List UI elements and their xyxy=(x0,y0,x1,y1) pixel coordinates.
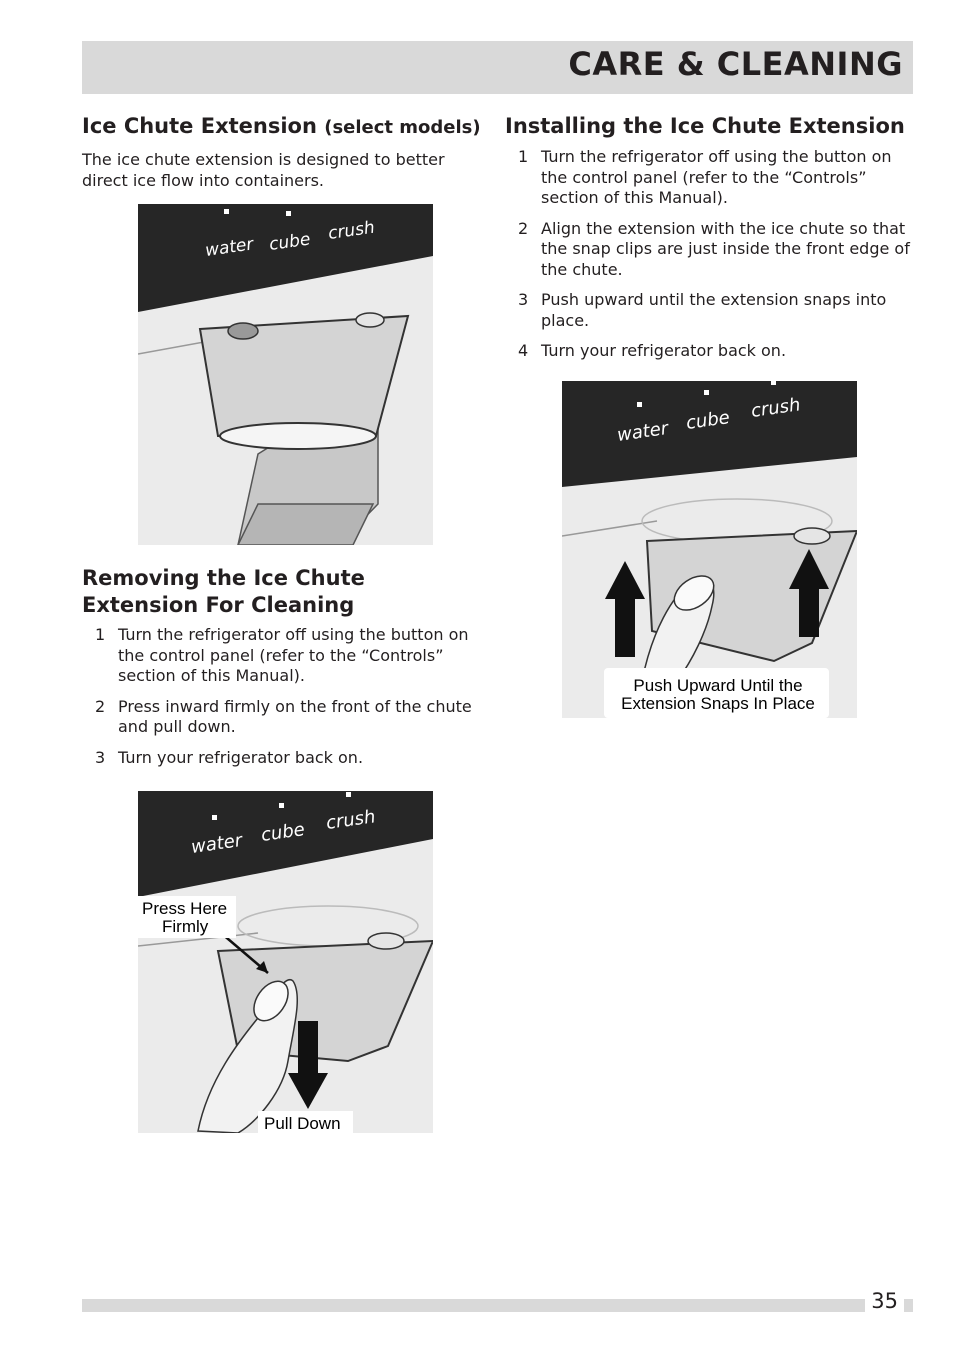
cube-label: cube xyxy=(259,819,307,846)
list-item: 1 Turn the refrigerator off using the button on the control panel (refer to the “Controls” section of this Manual). xyxy=(95,625,469,685)
list-item: 3 Turn your refrigerator back on. xyxy=(95,747,364,767)
list-item: 1 Turn the refrigerator off using the button on the control panel (refer to the “Controls” section of this Manual). xyxy=(518,147,892,207)
water-label: water xyxy=(615,418,670,446)
crush-label: crush xyxy=(324,806,377,834)
section-ice-chute-extension xyxy=(82,113,482,191)
press-here-callout: Press Here xyxy=(142,899,228,918)
header-bar xyxy=(82,41,913,94)
pull-down-callout: Pull Down xyxy=(264,1114,341,1133)
section-heading: Ice Chute Extension (select models) xyxy=(82,114,481,138)
ice-chute-figure xyxy=(138,204,433,545)
footer-bar xyxy=(82,1299,913,1312)
list-item: 4 Turn your refrigerator back on. xyxy=(518,341,787,360)
water-label: water xyxy=(189,830,244,858)
list-item: 3 Push upward until the extension snaps into place. xyxy=(518,290,887,330)
section-body: The ice chute extension is designed to better direct ice flow into containers. xyxy=(82,150,445,190)
section-removing xyxy=(82,565,482,778)
section-installing xyxy=(505,113,915,372)
crush-label: crush xyxy=(749,394,802,422)
snaps-in-place-callout: Extension Snaps In Place xyxy=(621,694,815,713)
section-heading: Installing the Ice Chute Extension xyxy=(505,114,905,138)
firmly-callout: Firmly xyxy=(162,917,209,936)
removing-chute-figure xyxy=(138,791,433,1133)
water-label: water xyxy=(203,234,255,261)
crush-label: crush xyxy=(326,217,376,244)
list-item: 2 Press inward firmly on the front of the chute and pull down. xyxy=(95,696,472,736)
push-upward-callout: Push Upward Until the xyxy=(633,676,803,695)
section-heading: Removing the Ice Chute Extension For Cleaning xyxy=(82,566,365,617)
removing-steps-list xyxy=(82,625,482,768)
installing-chute-figure xyxy=(562,381,857,718)
list-item: 2 Align the extension with the ice chute so that the snap clips are just inside the front edge of the chute. xyxy=(518,218,910,279)
cube-label: cube xyxy=(684,407,732,434)
installing-steps-list xyxy=(505,147,915,362)
page-number: 35 xyxy=(865,1289,904,1313)
cube-label: cube xyxy=(267,229,312,255)
page-title: CARE & CLEANING xyxy=(568,45,903,83)
